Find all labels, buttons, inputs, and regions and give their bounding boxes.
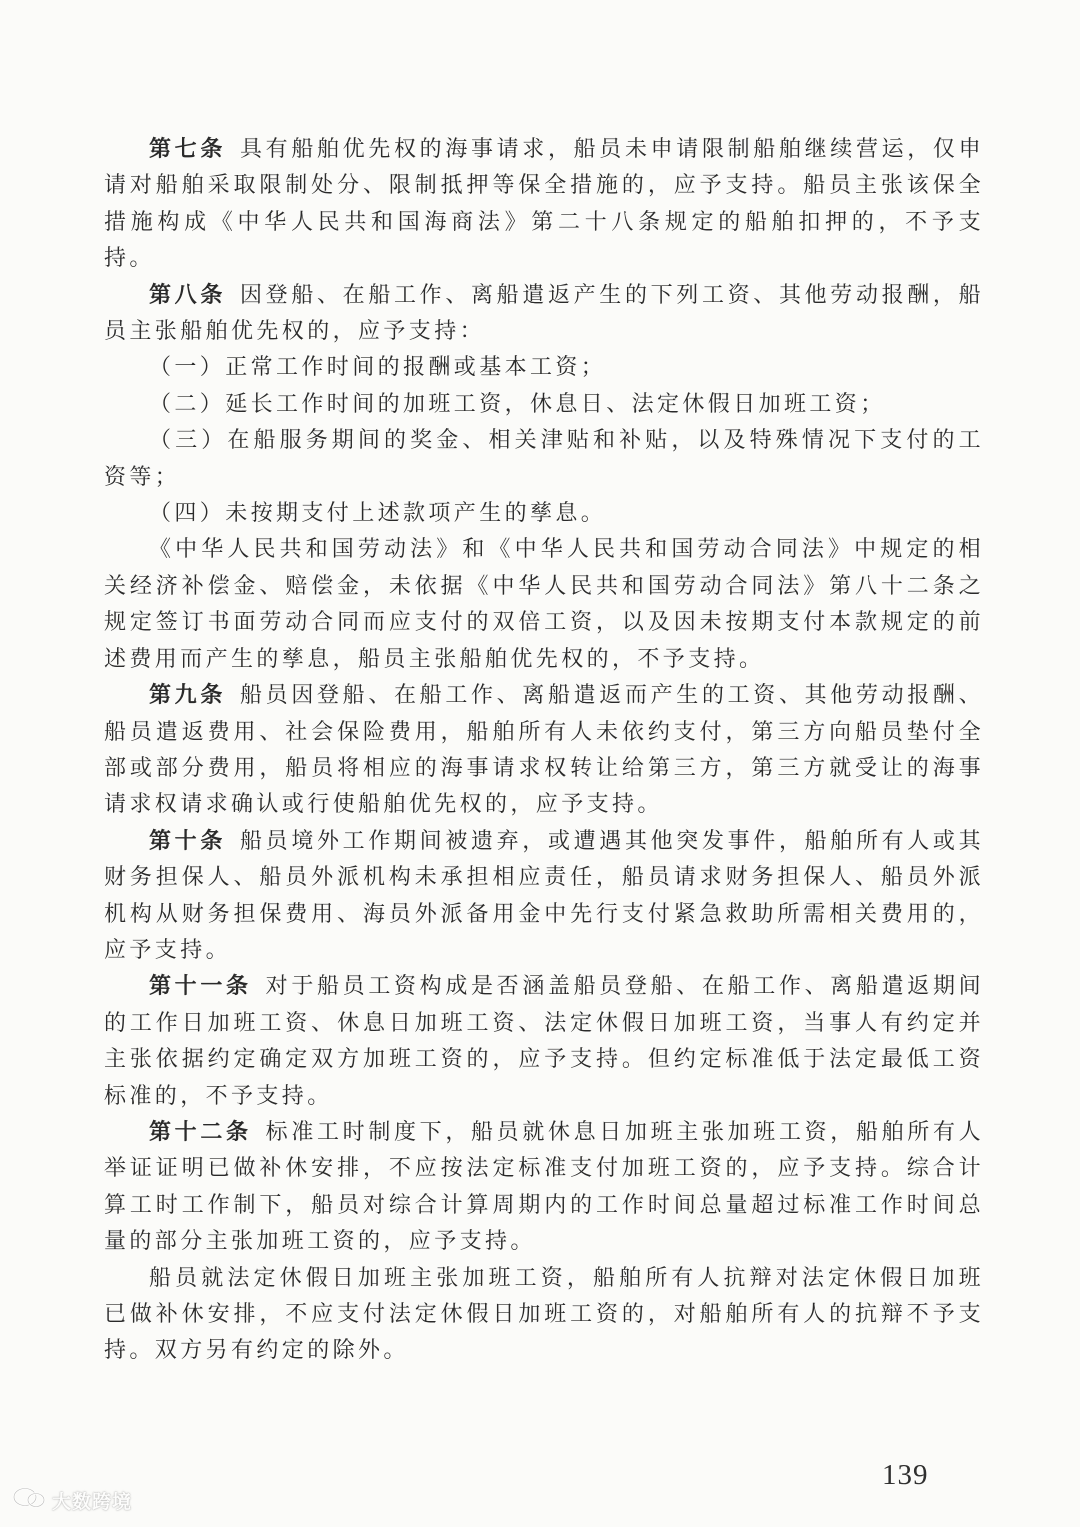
chat-bubble-logo-icon — [12, 1485, 46, 1515]
article-12-text: 标准工时制度下，船员就休息日加班主张加班工资，船舶所有人举证证明已做补休安排，不应按法定标准支付加班工资的，应予支持。综合计算工时工作制下，船员对综合计算周期内的工作时间总量超过标准工作时间总量的部分主张加班工资的，应予支持。 — [104, 1119, 985, 1255]
article-8-item-4: （四）未按期支付上述款项产生的孳息。 — [149, 501, 607, 527]
article-7 — [104, 132, 984, 278]
article-11-title: 第十一条 — [149, 974, 252, 1000]
article-7-title: 第七条 — [149, 137, 226, 162]
article-8-item-1: （一）正常工作时间的报酬或基本工资； — [149, 355, 607, 381]
article-7-text: 具有船舶优先权的海事请求，船员未申请限制船舶继续营运，仅申请对船舶采取限制处分、限制抵押等保全措施的，应予支持。船员主张该保全措施构成《中华人民共和国海商法》第二十八条规定的船舶扣押的，不予支持。 — [104, 137, 984, 272]
article-8-item-2: （二）延长工作时间的加班工资，休息日、法定休假日加班工资； — [149, 391, 886, 417]
article-8 — [104, 278, 984, 351]
watermark-text: 大数跨境 — [52, 1490, 133, 1513]
article-8-paragraph-2: 《中华人民共和国劳动法》和《中华人民共和国劳动合同法》中规定的相关经济补偿金、赔偿金，未依据《中华人民共和国劳动合同法》第八十二条之规定签订书面劳动合同而应支付的双倍工资，以及因未按期支付本款规定的前述费用而产生的孳息，船员主张船舶优先权的，不予支持。 — [104, 537, 984, 672]
article-8-title: 第八条 — [149, 282, 226, 308]
article-12-paragraph-2: 船员就法定休假日加班主张加班工资，船舶所有人抗辩对法定休假日加班已做补休安排，不应支付法定休假日加班工资的，对船舶所有人的抗辩不予支持。双方另有约定的除外。 — [104, 1265, 984, 1364]
document-body — [104, 132, 984, 1370]
article-9 — [104, 678, 984, 824]
article-9-text: 船员因登船、在船工作、离船遣返而产生的工资、其他劳动报酬、船员遣返费用、社会保险费用，船舶所有人未依约支付，第三方向船员垫付全部或部分费用，船员将相应的海事请求权转让给第三方，第三方就受让的海事请求权请求确认或行使船舶优先权的，应予支持。 — [104, 683, 984, 818]
article-10-title: 第十条 — [149, 828, 226, 854]
article-11 — [104, 969, 984, 1115]
page-number: 139 — [882, 1459, 929, 1491]
article-8-item-3: （三）在船服务期间的奖金、相关津贴和补贴，以及特殊情况下支付的工资等； — [104, 428, 984, 490]
article-8-text: 因登船、在船工作、离船遣返产生的下列工资、其他劳动报酬，船员主张船舶优先权的，应予支持： — [104, 282, 984, 345]
watermark — [12, 1485, 132, 1515]
article-12-title: 第十二条 — [149, 1119, 252, 1145]
article-10 — [104, 824, 984, 970]
article-10-text: 船员境外工作期间被遗弃，或遭遇其他突发事件，船舶所有人或其财务担保人、船员外派机构未承担相应责任，船员请求财务担保人、船员外派机构从财务担保费用、海员外派备用金中先行支付紧急救助所需相关费用的，应予支持。 — [104, 828, 984, 963]
article-11-text: 对于船员工资构成是否涵盖船员登船、在船工作、离船遣返期间的工作日加班工资、休息日加班工资、法定休假日加班工资，当事人有约定并主张依据约定确定双方加班工资的，应予支持。但约定标准低于法定最低工资标准的，不予支持。 — [104, 974, 985, 1109]
article-9-title: 第九条 — [149, 683, 226, 709]
article-12 — [104, 1115, 984, 1261]
